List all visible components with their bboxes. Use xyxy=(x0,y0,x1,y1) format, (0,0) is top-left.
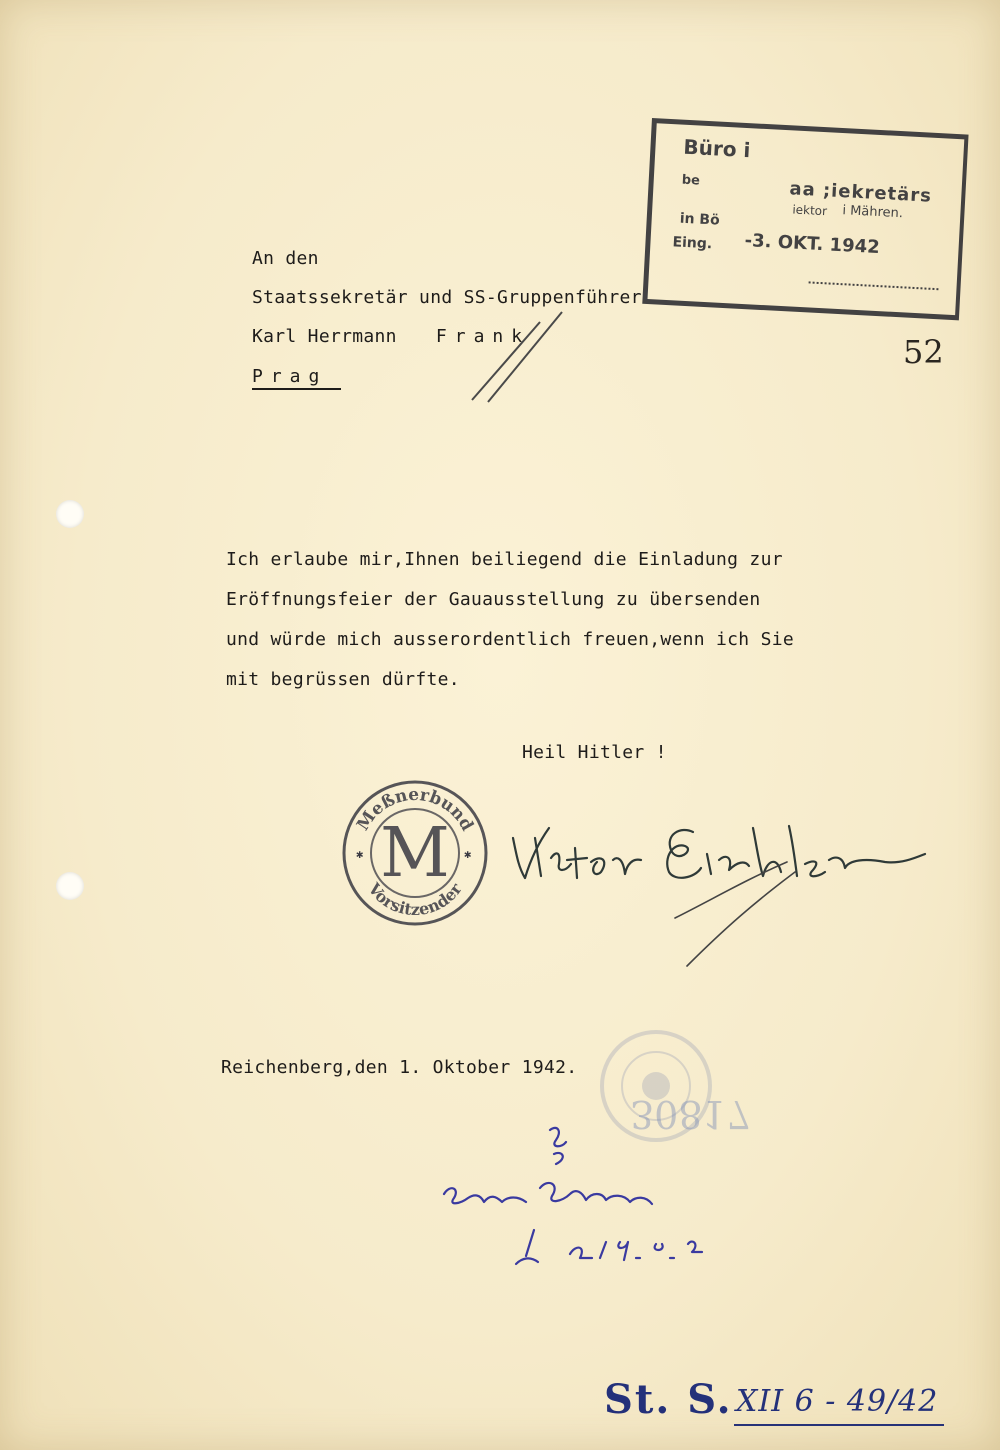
blue-pencil-notes xyxy=(430,1118,730,1288)
place-and-date: Reichenberg,den 1. Oktober 1942. xyxy=(221,1057,578,1078)
seal-letter: M xyxy=(380,814,450,893)
address-line-4 xyxy=(252,366,341,387)
address-line-2: Staatssekretär und SS-Gruppenführer xyxy=(252,287,642,308)
address-city: Prag xyxy=(252,366,341,390)
handwritten-signature xyxy=(505,798,945,978)
seal-star-left: ✱ xyxy=(356,847,364,861)
stamp-text-in-boehmen: in Bö xyxy=(679,210,721,229)
stamp-text-maehren: i Mähren. xyxy=(842,203,904,222)
body-line-1: Ich erlaube mir,Ihnen beiliegend die Einladung zur xyxy=(226,549,783,570)
page-number: 52 xyxy=(903,333,944,371)
seal-star-right: ✱ xyxy=(464,847,472,861)
punch-hole-top xyxy=(56,500,84,528)
reference-number: XII 6 - 49/42 xyxy=(736,1384,939,1419)
stamp-text-eingang: Eing. xyxy=(672,234,713,253)
faint-show-through-number: 30817 xyxy=(630,1092,751,1136)
organization-seal xyxy=(340,778,490,928)
address-line-1: An den xyxy=(252,248,319,269)
reference-prefix: St. S. xyxy=(604,1376,733,1423)
stamp-secretary-text: aa ;iekretärs xyxy=(788,178,933,207)
seal-bottom-text: Vorsitzender xyxy=(364,879,466,920)
closing-salutation: Heil Hitler ! xyxy=(522,742,667,763)
letter-body xyxy=(226,540,794,700)
stamp-dotted-line xyxy=(809,281,939,290)
body-line-3: und würde mich ausserordentlich freuen,wenn ich Sie xyxy=(226,629,794,650)
recipient-surname: Frank xyxy=(435,326,531,347)
seal-top-text: Meßnerbund xyxy=(353,784,478,835)
pencil-check-marks xyxy=(462,300,582,410)
receipt-stamp xyxy=(642,118,968,320)
stamp-date: -3. OKT. 1942 xyxy=(744,230,881,259)
body-line-2: Eröffnungsfeier der Gauausstellung zu übersenden xyxy=(226,589,761,610)
reference-underline xyxy=(734,1424,944,1426)
body-line-4: mit begrüssen dürfte. xyxy=(226,669,460,690)
stamp-text-sektor: iektor xyxy=(792,202,828,219)
stamp-text-be: be xyxy=(681,172,701,189)
file-reference xyxy=(604,1376,944,1436)
recipient-first-names: Karl Herrmann xyxy=(252,326,397,347)
stamp-office-text: Büro i xyxy=(682,134,751,163)
punch-hole-bottom xyxy=(56,872,84,900)
